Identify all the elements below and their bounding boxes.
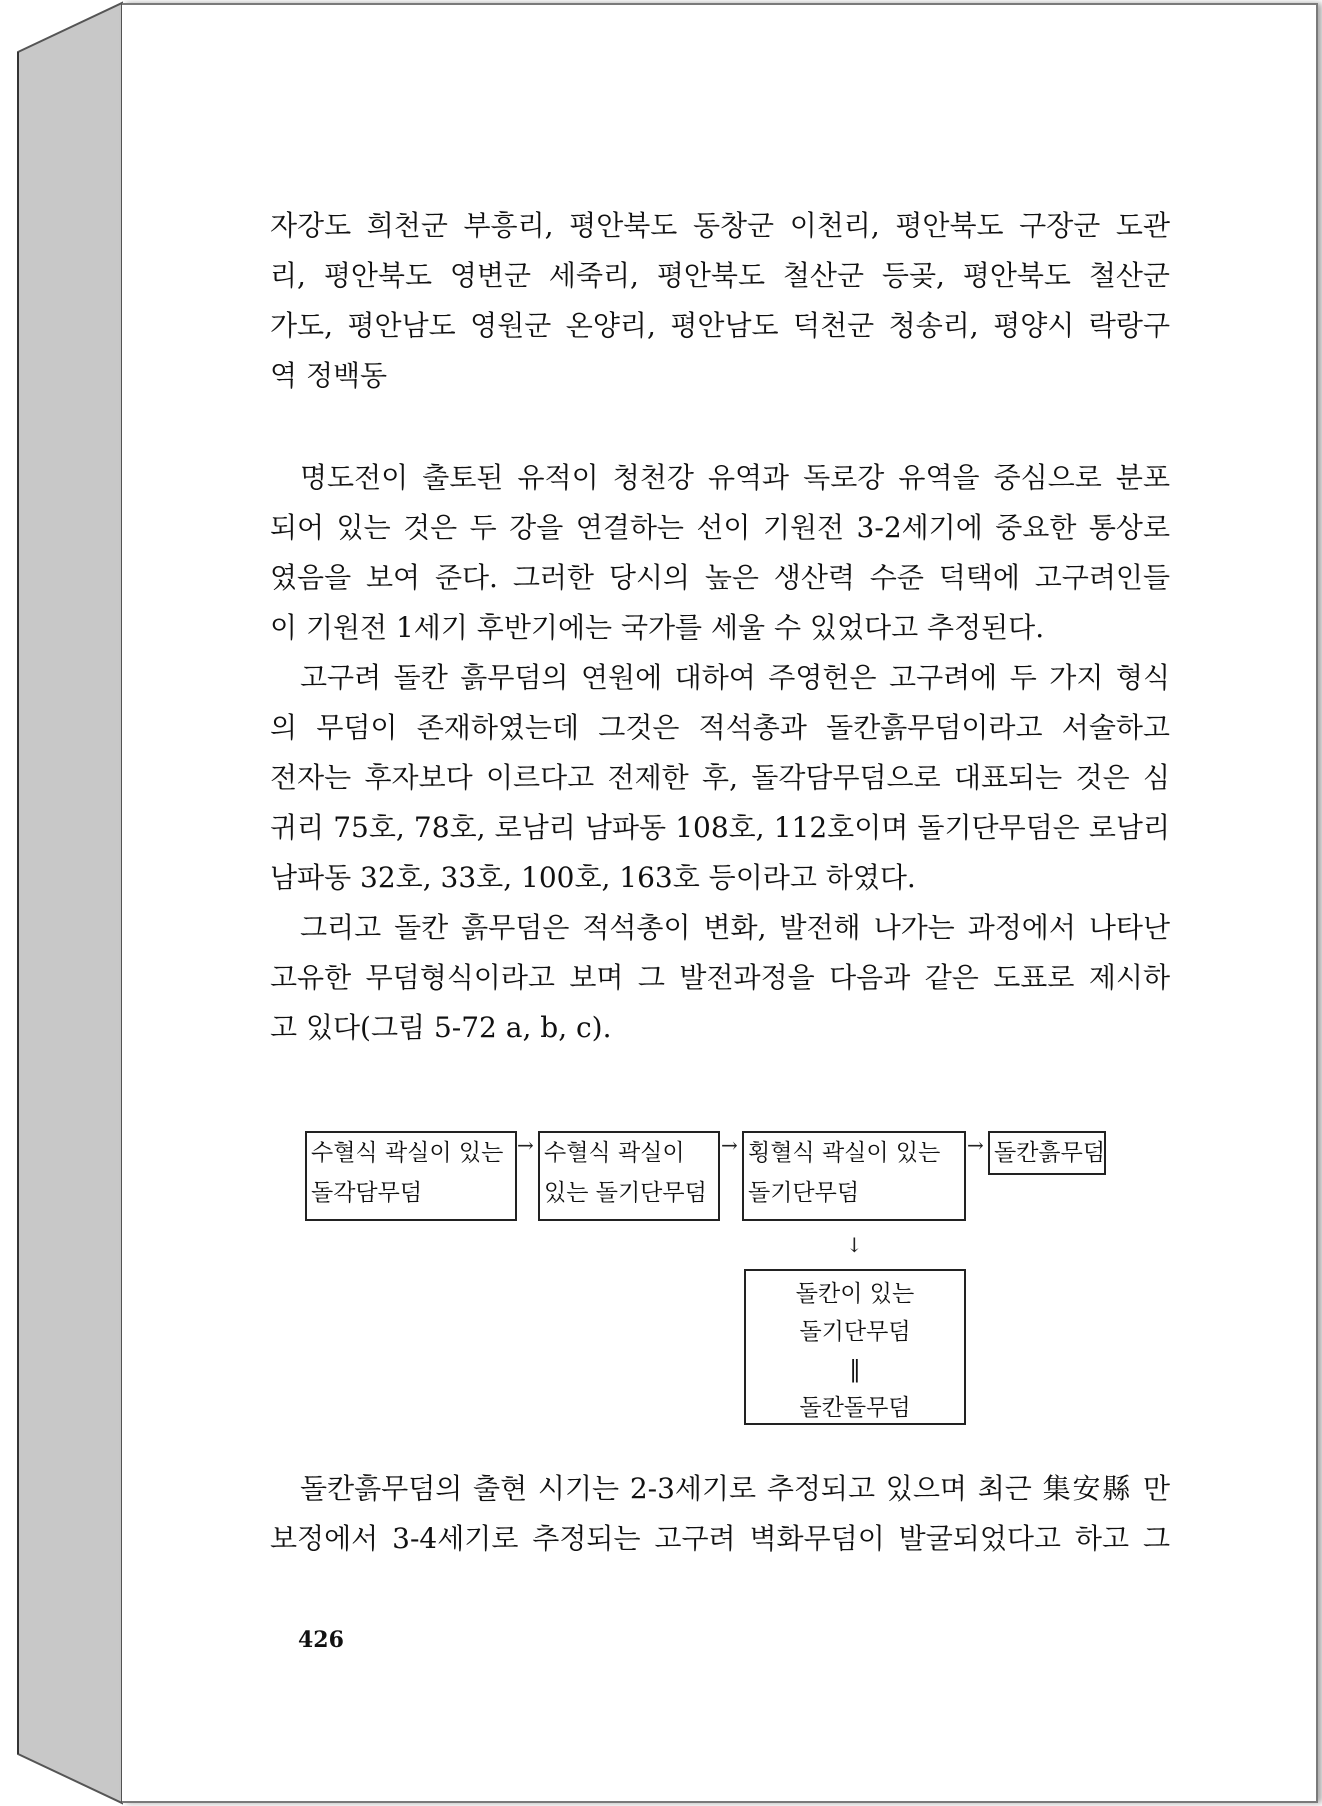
- text-line: 였음을 보여 준다. 그러한 당시의 높은 생산력 수준 덕택에 고구려인들: [270, 561, 1170, 594]
- text-line: 되어 있는 것은 두 강을 연결하는 선이 기원전 3-2세기에 중요한 통상로: [270, 511, 1170, 544]
- diagram-box-pit-stone-base: [538, 1131, 720, 1221]
- text-line: 전자는 후자보다 이르다고 전제한 후, 돌각담무덤으로 대표되는 것은 심: [270, 761, 1170, 794]
- text-line: 돌칸흙무덤의 출현 시기는 2-3세기로 추정되고 있으며 최근 集安縣 만: [300, 1472, 1170, 1505]
- diagram-box-stone-chamber-earth-mound: [988, 1131, 1106, 1175]
- right-arrow-icon: →: [967, 1133, 984, 1157]
- diagram-box-text: 돌기단무덤: [748, 1180, 860, 1206]
- diagram-box-text: 돌기단무덤: [799, 1319, 911, 1345]
- paragraph-locations: [270, 201, 1170, 401]
- text-line: 역 정백동: [270, 359, 388, 392]
- text-line: 의 무덤이 존재하였는데 그것은 적석총과 돌칸흙무덤이라고 서술하고: [270, 711, 1170, 744]
- paragraph-dating: [270, 1464, 1170, 1564]
- text-line: 보정에서 3-4세기로 추정되는 고구려 벽화무덤이 발굴되었다고 하고 그: [270, 1522, 1170, 1555]
- text-line: 고유한 무덤형식이라고 보며 그 발전과정을 다음과 같은 도표로 제시하: [270, 961, 1170, 994]
- diagram-box-text: 돌각담무덤: [311, 1180, 423, 1206]
- text-line: 자강도 희천군 부흥리, 평안북도 동창군 이천리, 평안북도 구장군 도관: [270, 209, 1170, 242]
- book-spine: [0, 0, 140, 1806]
- paragraph-body: [270, 453, 1170, 1053]
- text-line: 이 기원전 1세기 후반기에는 국가를 세울 수 있었다고 추정된다.: [270, 611, 1045, 644]
- right-arrow-icon: →: [517, 1133, 534, 1157]
- down-arrow-icon: ↓: [846, 1233, 863, 1257]
- text-line: 가도, 평안남도 영원군 온양리, 평안남도 덕천군 청송리, 평양시 락랑구: [270, 309, 1170, 342]
- diagram-box-text: 돌칸돌무덤: [799, 1395, 911, 1421]
- diagram-box-text: 수혈식 곽실이 있는: [311, 1140, 504, 1166]
- text-line: 고 있다(그림 5-72 a, b, c).: [270, 1011, 612, 1044]
- double-bar-icon: ‖: [849, 1357, 861, 1383]
- diagram-box-text: 돌칸흙무덤: [994, 1140, 1106, 1166]
- diagram-box-text: 횡혈식 곽실이 있는: [748, 1140, 941, 1166]
- diagram-box-horizontal-stone-base: [742, 1131, 966, 1221]
- diagram-box-pit-stone-mound: [305, 1131, 517, 1221]
- diagram-box-text: 돌칸이 있는: [795, 1281, 915, 1307]
- text-line: 리, 평안북도 영변군 세죽리, 평안북도 철산군 등곶, 평안북도 철산군: [270, 259, 1170, 292]
- text-line: 명도전이 출토된 유적이 청천강 유역과 독로강 유역을 중심으로 분포: [300, 461, 1170, 494]
- book-page: [122, 3, 1318, 1803]
- text-line: 남파동 32호, 33호, 100호, 163호 등이라고 하였다.: [270, 861, 916, 894]
- text-line: 그리고 돌칸 흙무덤은 적석총이 변화, 발전해 나가는 과정에서 나타난: [300, 911, 1170, 944]
- text-line: 귀리 75호, 78호, 로남리 남파동 108호, 112호이며 돌기단무덤은 로남리: [270, 811, 1170, 844]
- diagram-box-text: 수혈식 곽실이: [544, 1140, 685, 1166]
- diagram-box-stone-chamber-base: [744, 1269, 966, 1425]
- page-number: 426: [298, 1627, 344, 1653]
- diagram-box-text: 있는 돌기단무덤: [544, 1180, 707, 1206]
- text-line: 고구려 돌칸 흙무덤의 연원에 대하여 주영헌은 고구려에 두 가지 형식: [300, 661, 1170, 694]
- right-arrow-icon: →: [721, 1133, 738, 1157]
